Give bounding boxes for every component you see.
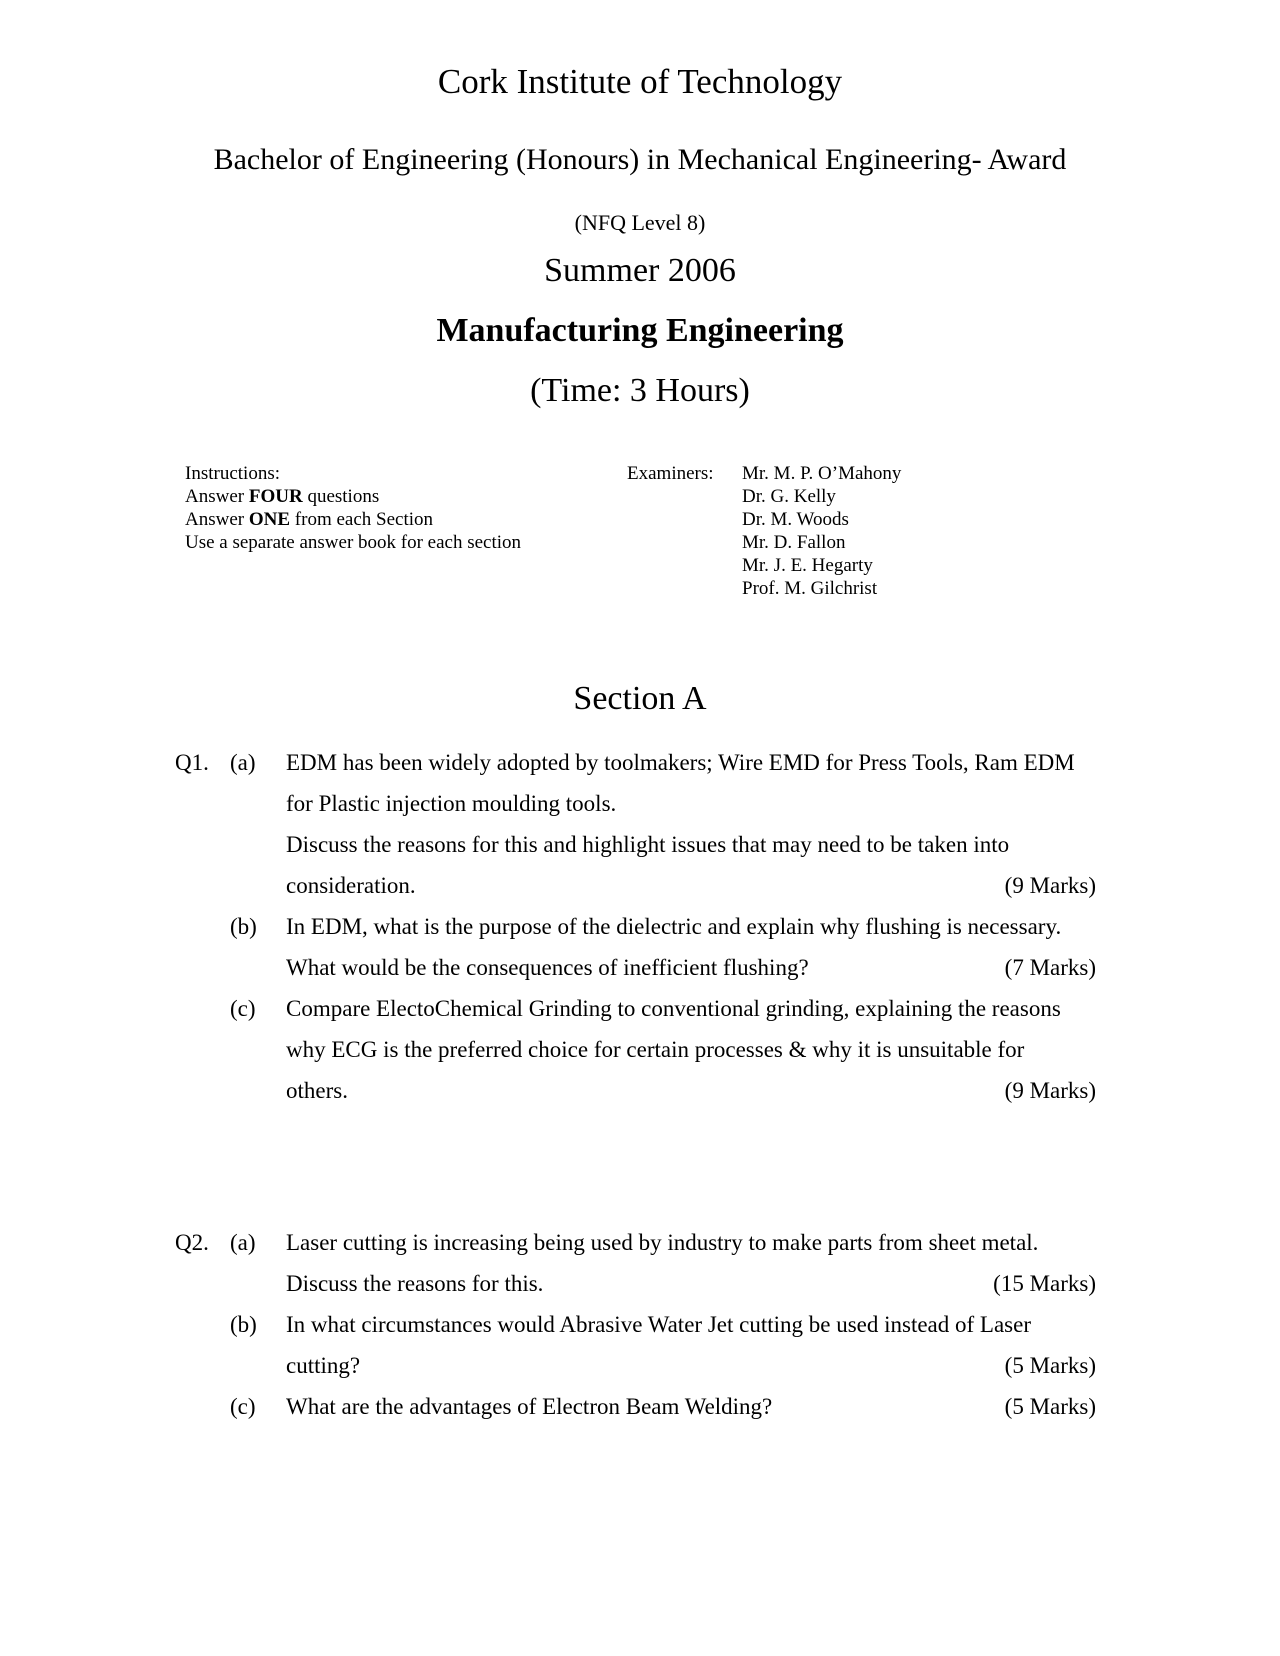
part-marks: (9 Marks) <box>1004 873 1096 898</box>
instruction-text: questions <box>302 486 380 507</box>
examiners-label: Examiners: <box>627 463 714 484</box>
instruction-line <box>185 485 521 508</box>
part-label: (c) <box>230 1394 256 1419</box>
examiner-name: Mr. J. E. Hegarty <box>742 555 873 576</box>
instruction-emphasis: FOUR <box>248 486 303 507</box>
part-label: (b) <box>230 1312 257 1337</box>
part-label: (c) <box>230 996 256 1021</box>
exam-term: Summer 2006 <box>544 252 736 289</box>
part-marks: (5 Marks) <box>1004 1394 1096 1419</box>
instruction-emphasis: ONE <box>248 509 291 530</box>
programme-title: Bachelor of Engineering (Honours) in Mechanical Engineering- Award <box>213 143 1067 176</box>
part-text-line: why ECG is the preferred choice for certain processes & why it is unsuitable for <box>286 1037 1025 1062</box>
examiners-list <box>742 462 901 600</box>
part-text-line: In what circumstances would Abrasive Water Jet cutting be used instead of Laser <box>286 1312 1031 1337</box>
part-text-line: cutting? <box>286 1353 361 1378</box>
part-label: (a) <box>230 1230 256 1255</box>
instruction-line <box>185 508 521 531</box>
examiner-name: Prof. M. Gilchrist <box>742 578 878 599</box>
part-text-line: consideration. <box>286 873 416 898</box>
part-text-line: EDM has been widely adopted by toolmakers; Wire EMD for Press Tools, Ram EDM <box>286 750 1075 775</box>
part-text-line: Discuss the reasons for this. <box>286 1271 544 1296</box>
part-marks: (7 Marks) <box>1004 955 1096 980</box>
section-title: Section A <box>573 680 707 717</box>
instruction-text: Answer <box>185 509 249 530</box>
part-text-line: others. <box>286 1078 348 1103</box>
part-label: (b) <box>230 914 257 939</box>
part-label: (a) <box>230 750 256 775</box>
instruction-line: Use a separate answer book for each section <box>185 532 522 553</box>
nfq-level: (NFQ Level 8) <box>574 210 706 235</box>
part-text-line: What are the advantages of Electron Beam Welding? <box>286 1394 773 1419</box>
part-text-line: for Plastic injection moulding tools. <box>286 791 617 816</box>
examiner-name: Dr. G. Kelly <box>742 486 836 507</box>
exam-duration: (Time: 3 Hours) <box>530 372 750 409</box>
part-marks: (9 Marks) <box>1004 1078 1096 1103</box>
part-text-line: Laser cutting is increasing being used by industry to make parts from sheet metal. <box>286 1230 1039 1255</box>
part-text-line: Discuss the reasons for this and highlight issues that may need to be taken into <box>286 832 1010 857</box>
instructions-label: Instructions: <box>185 463 280 484</box>
question-number: Q1. <box>175 750 209 775</box>
examiner-name: Mr. D. Fallon <box>742 532 846 553</box>
instruction-text: from each Section <box>290 509 434 530</box>
instructions-block <box>185 462 521 554</box>
part-text-line: What would be the consequences of inefficient flushing? <box>286 955 809 980</box>
institution-title: Cork Institute of Technology <box>437 62 843 101</box>
subject-title: Manufacturing Engineering <box>436 312 844 349</box>
instruction-text: Answer <box>185 486 249 507</box>
part-marks: (5 Marks) <box>1004 1353 1096 1378</box>
part-text-line: Compare ElectoChemical Grinding to conventional grinding, explaining the reasons <box>286 996 1061 1021</box>
part-text-line: In EDM, what is the purpose of the dielectric and explain why flushing is necessary. <box>286 914 1062 939</box>
part-marks: (15 Marks) <box>993 1271 1096 1296</box>
question-number: Q2. <box>175 1230 209 1255</box>
examiner-name: Dr. M. Woods <box>742 509 849 530</box>
examiner-name: Mr. M. P. O’Mahony <box>742 463 902 484</box>
